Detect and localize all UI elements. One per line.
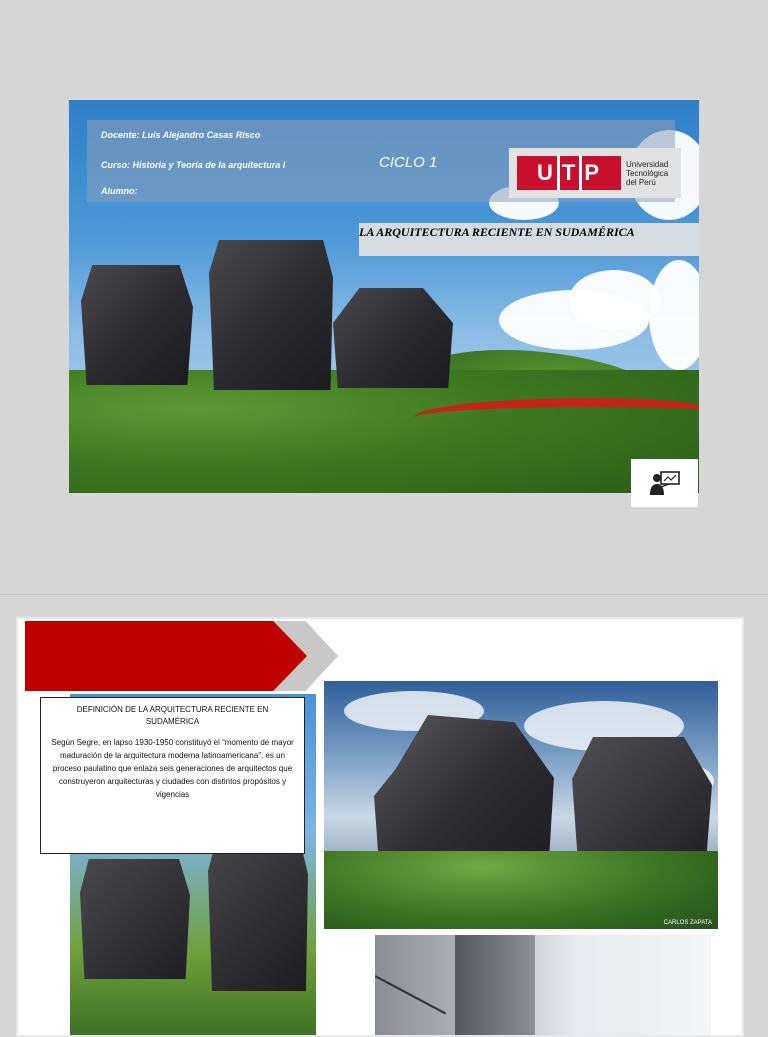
library-building	[80, 859, 190, 979]
library-building	[81, 265, 193, 385]
utp-logo-mark	[517, 156, 621, 190]
definition-title: DEFINICIÓN DE LA ARQUITECTURA RECIENTE EN SUDAMÉRICA	[76, 705, 269, 726]
library-building	[572, 737, 712, 857]
logo-letter: P	[584, 160, 602, 185]
definition-body: Según Segre, en lapso 1930-1950 constituyó el “momento de mayor maduración de la arquitectura moderna latinoamericana”, es un proceso paulatino que enlaza seis generaciones de arquitectos que construyeron arquitecturas y ciudades con distintos propósitos y vigencias	[51, 738, 294, 799]
library-building	[208, 841, 308, 991]
teacher-presentation-icon	[631, 459, 698, 507]
logo-letter: U	[536, 160, 555, 185]
ciclo-label: CICLO 1	[379, 154, 438, 171]
logo-letter: T	[561, 160, 578, 185]
building-detail-photo	[375, 935, 711, 1037]
university-name: Universidad Tecnológica del Perú	[626, 159, 669, 187]
photo-credit: CARLOS ZAPATA	[663, 920, 712, 926]
alumno-label: Alumno:	[101, 186, 138, 196]
course-info-box	[87, 120, 675, 202]
docente-label: Docente: Luis Alejandro Casas Risco	[101, 130, 261, 140]
vegetation	[324, 851, 718, 929]
slide-divider	[0, 594, 768, 595]
presentation-title: LA ARQUITECTURA RECIENTE EN SUDAMÉRICA	[359, 225, 635, 239]
green-hillside	[69, 370, 699, 493]
stair-rail	[375, 975, 446, 1014]
library-building	[209, 240, 333, 390]
red-arrow-banner	[25, 621, 307, 691]
curso-label: Curso: Historia y Teoría de la arquitectura I	[101, 160, 286, 170]
cloud	[649, 260, 699, 370]
cover-slide	[69, 100, 699, 493]
definition-slide	[16, 617, 744, 1037]
utp-logo	[509, 148, 681, 198]
library-building	[333, 288, 453, 388]
title-bar	[359, 223, 699, 256]
building-wall	[455, 935, 535, 1037]
cloud	[569, 270, 659, 330]
definition-text-box	[40, 697, 305, 854]
library-photo-main	[324, 681, 718, 929]
